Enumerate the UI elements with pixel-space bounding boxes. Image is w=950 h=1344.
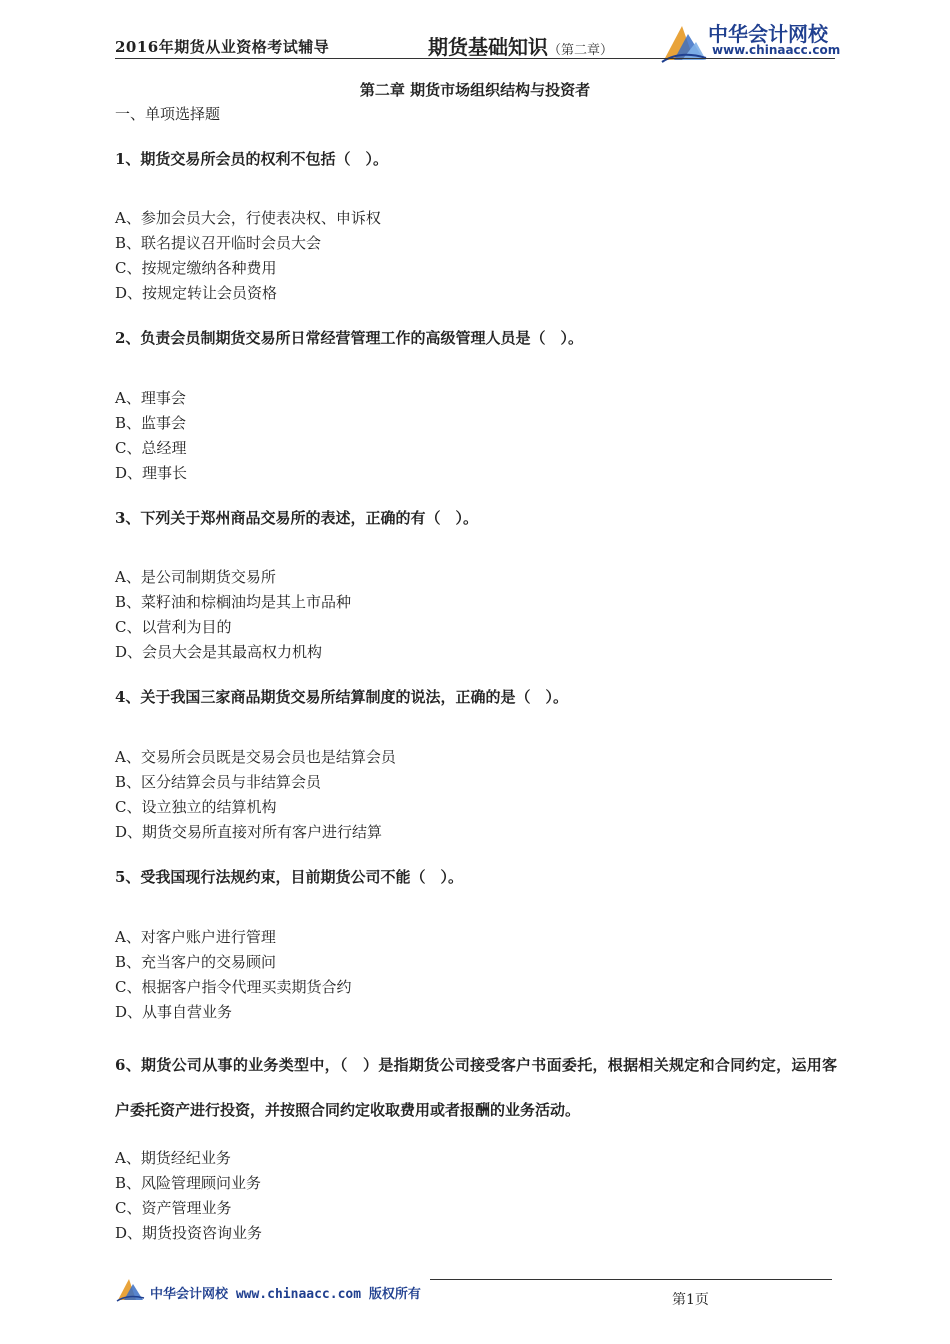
question-1-option-d: D、按规定转让会员资格 <box>115 284 278 302</box>
question-2-option-a: A、理事会 <box>115 389 186 407</box>
question-2-option-c: C、总经理 <box>115 439 187 457</box>
subject-name: 期货基础知识 <box>428 35 548 59</box>
chapter-tag: （第二章） <box>548 43 614 58</box>
question-1-stem: 1、期货交易所会员的权利不包括（ ）。 <box>115 150 388 168</box>
question-2-stem: 2、负责会员制期货交易所日常经营管理工作的高级管理人员是（ ）。 <box>115 329 583 347</box>
logo-text: 中华会计网校 <box>708 22 828 46</box>
section-label: 一、单项选择题 <box>115 105 221 123</box>
question-5-option-b: B、充当客户的交易顾问 <box>115 953 277 971</box>
logo-url: www.chinaacc.com <box>712 43 841 57</box>
question-6-option-a: A、期货经纪业务 <box>115 1149 231 1167</box>
question-6-stem: 6、期货公司从事的业务类型中，（ ）是指期货公司接受客户书面委托，根据相关规定和合同约定，运用客户委托资产进行投资，并按照合同约定收取费用或者报酬的业务活动。 <box>115 1056 837 1119</box>
question-5-stem: 5、受我国现行法规约束，目前期货公司不能（ ）。 <box>115 868 463 886</box>
header-subject-title <box>428 31 613 60</box>
question-3-option-c: C、以营利为目的 <box>115 618 232 636</box>
question-4-option-b: B、区分结算会员与非结算会员 <box>115 773 322 791</box>
question-1-option-a: A、参加会员大会，行使表决权、申诉权 <box>115 209 381 227</box>
question-4-option-d: D、期货交易所直接对所有客户进行结算 <box>115 823 383 841</box>
header-exam-title: 2016年期货从业资格考试辅导 <box>115 38 330 56</box>
question-4-stem: 4、关于我国三家商品期货交易所结算制度的说法，正确的是（ ）。 <box>115 688 568 706</box>
question-2-option-b: B、监事会 <box>115 414 187 432</box>
question-2-option-d: D、理事长 <box>115 464 188 482</box>
question-3-stem: 3、下列关于郑州商品交易所的表述，正确的有（ ）。 <box>115 509 478 527</box>
footer-divider <box>430 1279 832 1280</box>
question-4-option-a: A、交易所会员既是交易会员也是结算会员 <box>115 748 396 766</box>
question-5-option-c: C、根据客户指令代理买卖期货合约 <box>115 978 352 996</box>
question-4-option-c: C、设立独立的结算机构 <box>115 798 277 816</box>
question-1-option-c: C、按规定缴纳各种费用 <box>115 259 277 277</box>
question-3-option-b: B、菜籽油和棕榈油均是其上市品种 <box>115 593 352 611</box>
footer-logo-icon <box>116 1276 150 1302</box>
question-6-option-b: B、风险管理顾问业务 <box>115 1174 262 1192</box>
footer-copyright: 中华会计网校 www.chinaacc.com 版权所有 <box>150 1287 421 1302</box>
question-5-option-d: D、从事自营业务 <box>115 1003 233 1021</box>
page-number: 第1页 <box>672 1292 709 1308</box>
question-1-option-b: B、联名提议召开临时会员大会 <box>115 234 322 252</box>
question-6-option-d: D、期货投资咨询业务 <box>115 1224 263 1242</box>
header-divider <box>115 58 835 59</box>
question-3-option-a: A、是公司制期货交易所 <box>115 568 276 586</box>
question-5-option-a: A、对客户账户进行管理 <box>115 928 276 946</box>
chapter-title: 第二章 期货市场组织结构与投资者 <box>359 81 591 99</box>
question-3-option-d: D、会员大会是其最高权力机构 <box>115 643 323 661</box>
question-6-option-c: C、资产管理业务 <box>115 1199 232 1217</box>
